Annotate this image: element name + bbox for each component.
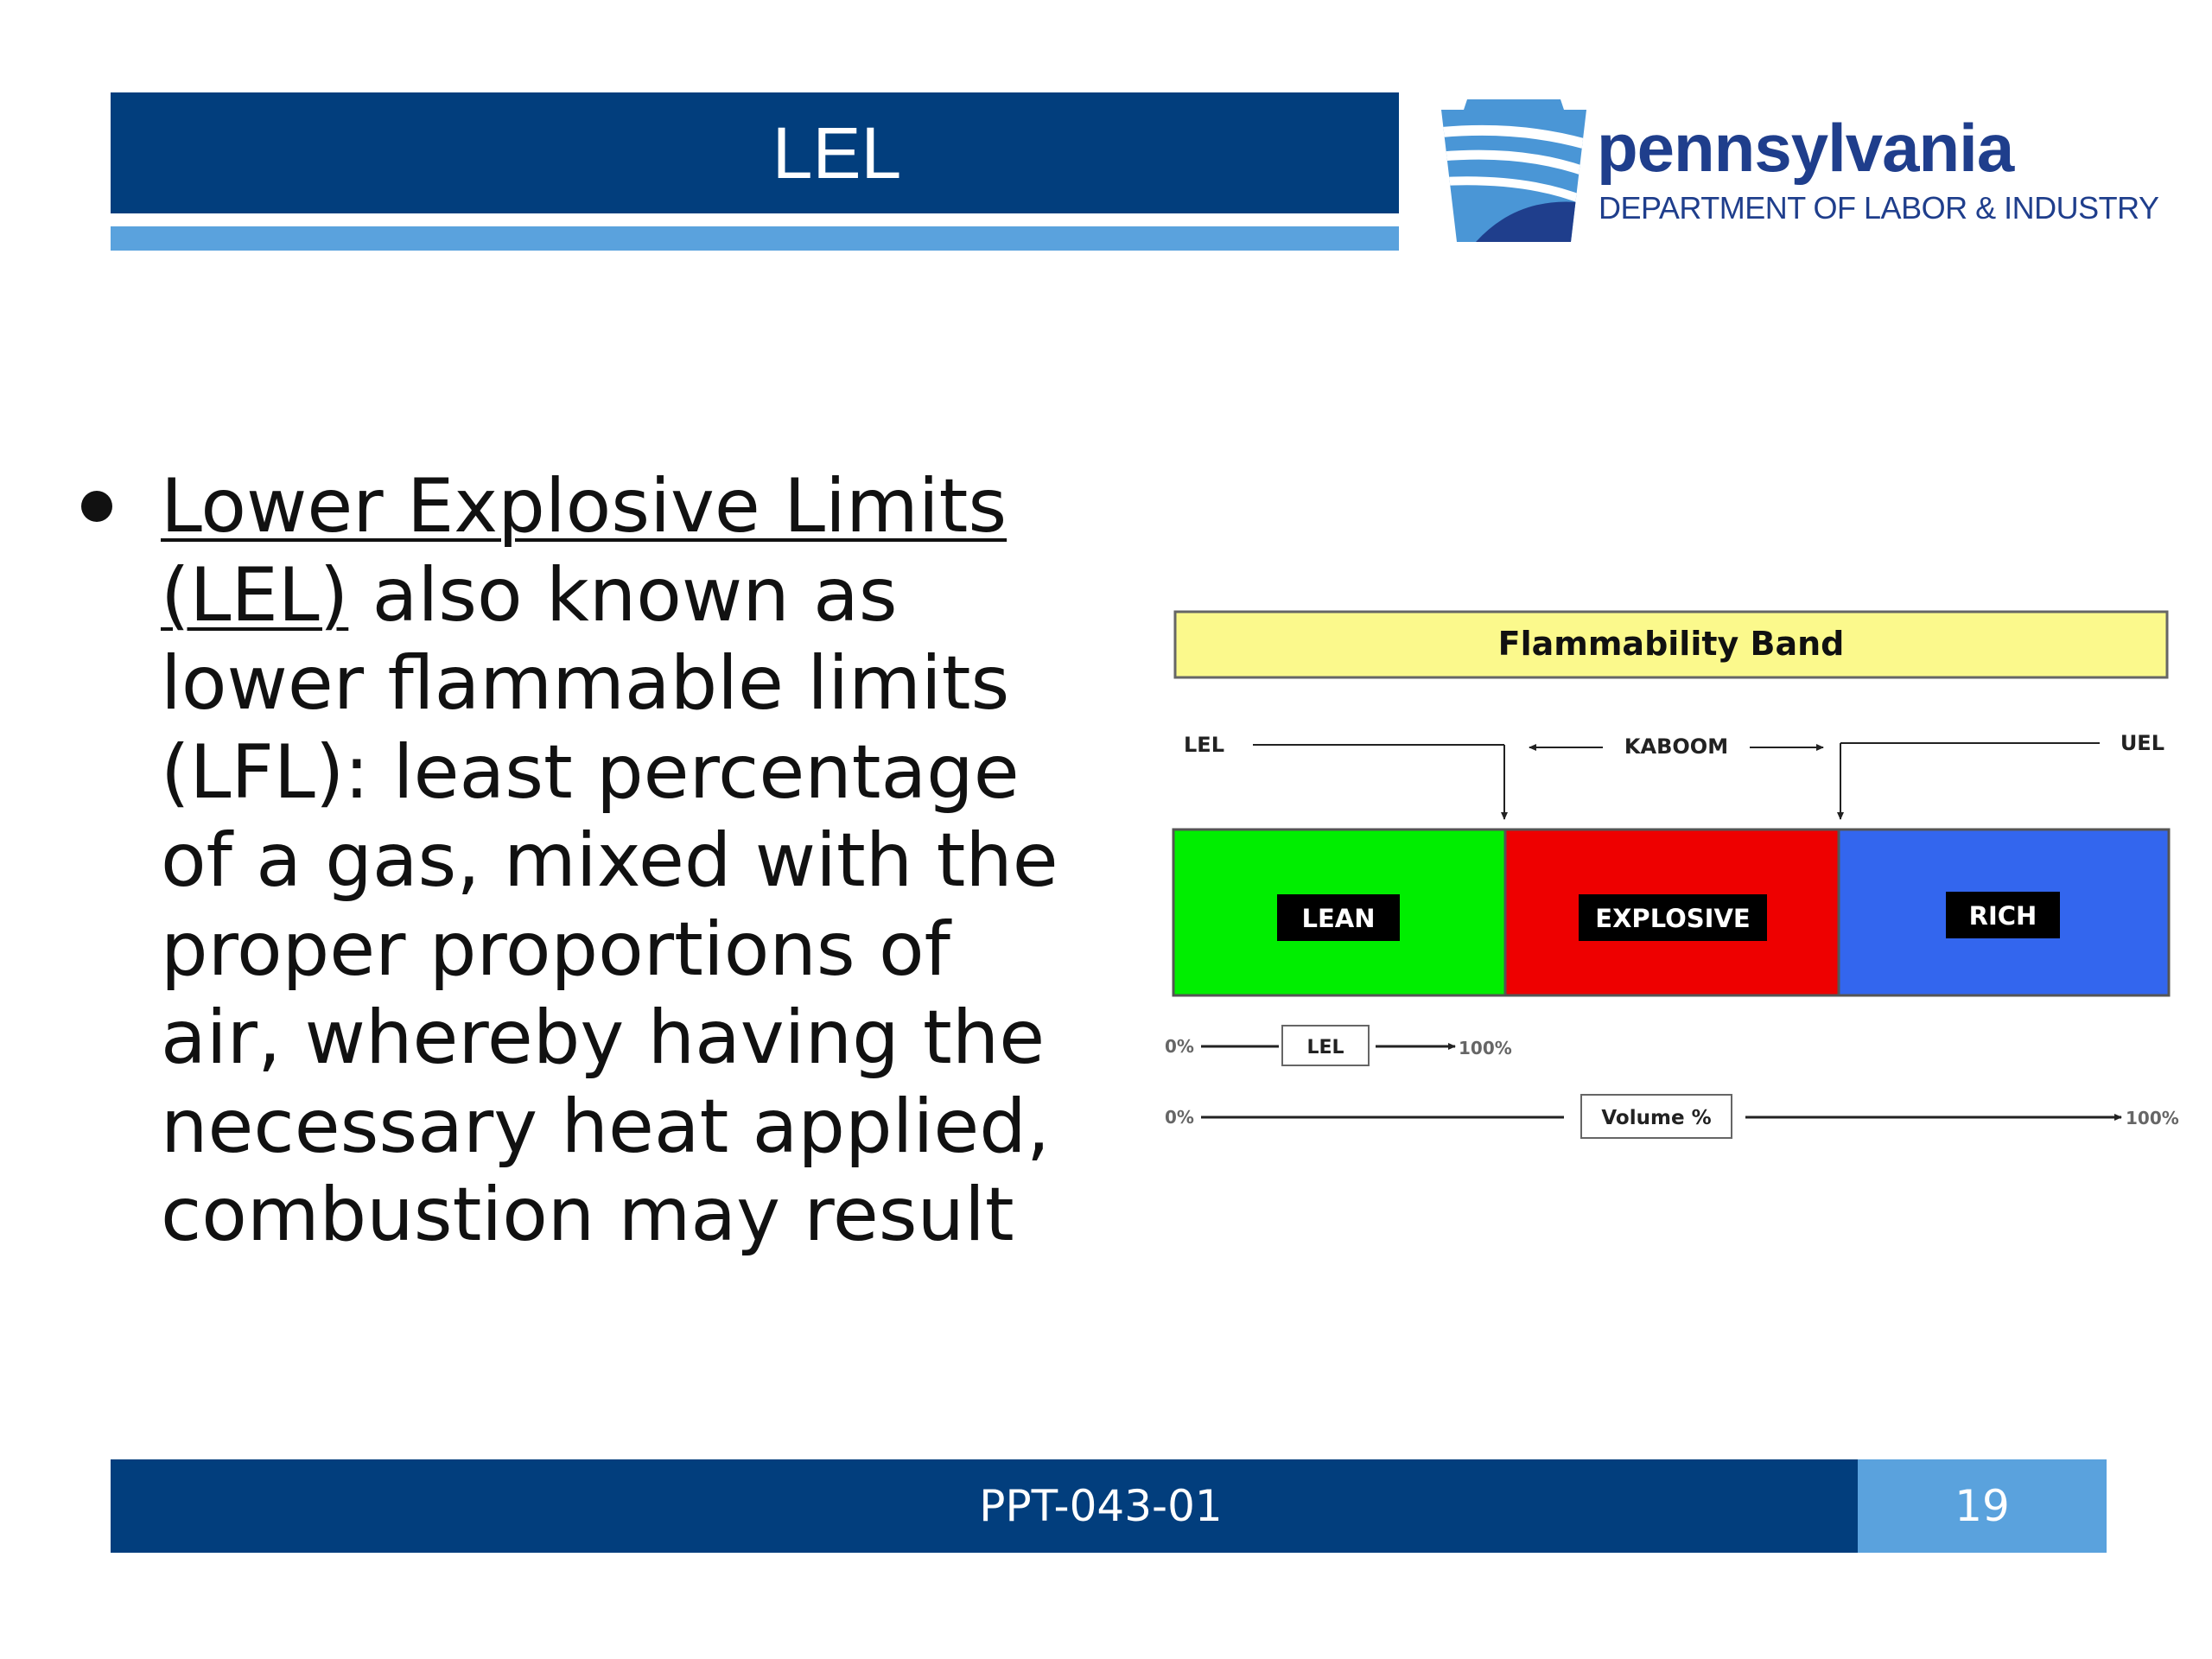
logo-department: DEPARTMENT OF LABOR & INDUSTRY bbox=[1599, 190, 2159, 226]
bullet-line: combustion may result bbox=[161, 1172, 1014, 1258]
logo-name: pennsylvania bbox=[1597, 110, 2014, 186]
kaboom-label: KABOOM bbox=[1624, 734, 1729, 759]
lel-scale-label: LEL bbox=[1306, 1037, 1344, 1058]
slide-title: LEL bbox=[772, 111, 902, 194]
lel-label: LEL bbox=[1184, 733, 1224, 757]
volume-scale-end: 100% bbox=[2126, 1108, 2179, 1128]
lel-scale-end: 100% bbox=[1459, 1038, 1512, 1058]
bullet-line: lower flammable limits bbox=[161, 640, 1010, 727]
bullet-line bbox=[161, 551, 1154, 640]
bullet-line: of a gas, mixed with the bbox=[161, 817, 1058, 904]
bullet-underlined-term: (LEL) bbox=[161, 551, 349, 639]
footer-code: PPT-043-01 bbox=[979, 1481, 1223, 1531]
lean-label: LEAN bbox=[1301, 904, 1376, 933]
title-accent-bar bbox=[111, 226, 1399, 251]
volume-scale-start: 0% bbox=[1165, 1107, 1194, 1128]
keystone-icon bbox=[1441, 99, 1586, 242]
bullet-line: (LFL): least percentage bbox=[161, 728, 1020, 816]
flammability-diagram bbox=[1149, 588, 2212, 1158]
explosive-label: EXPLOSIVE bbox=[1595, 904, 1751, 933]
bullet-line: Lower Explosive Limits bbox=[161, 463, 1007, 550]
volume-scale-label: Volume % bbox=[1601, 1107, 1712, 1129]
lel-scale-start: 0% bbox=[1165, 1036, 1194, 1057]
rich-label: RICH bbox=[1968, 901, 2037, 931]
bullet-line: air, whereby having the bbox=[161, 995, 1046, 1081]
bullet-line: necessary heat applied, bbox=[161, 1083, 1051, 1170]
uel-label: UEL bbox=[2120, 731, 2164, 755]
bullet-line-rest: also known as bbox=[348, 551, 898, 639]
bullet-dot bbox=[81, 491, 112, 522]
title-bar bbox=[111, 92, 1399, 213]
footer-bar bbox=[111, 1459, 1858, 1553]
page-number: 19 bbox=[1955, 1481, 2010, 1531]
page-number-box bbox=[1858, 1459, 2107, 1553]
bullet-line: proper proportions of bbox=[161, 906, 950, 993]
bullet-text bbox=[161, 462, 1154, 1260]
flammability-band-label: Flammability Band bbox=[1497, 625, 1845, 663]
